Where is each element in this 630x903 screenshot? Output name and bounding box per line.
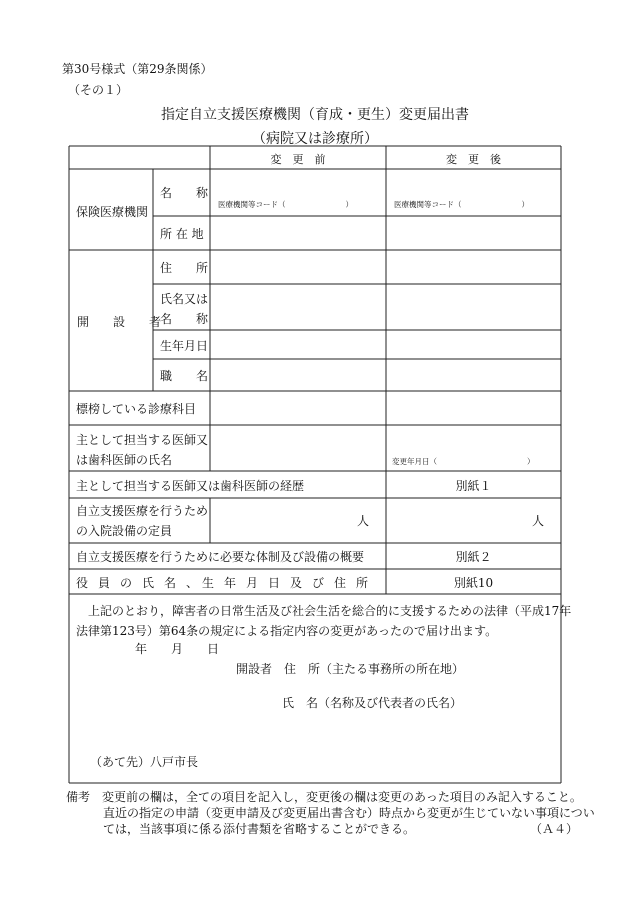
beds-unit-after: 人: [532, 514, 545, 528]
form-title-text: 指定自立支援医療機関（育成・更生）変更届出書: [161, 107, 469, 123]
beds-unit-before: 人: [357, 514, 370, 528]
note-line-2: 直近の指定の申請（変更申請及び変更届出書含む）時点から変更が生じていない事項につい: [103, 806, 595, 820]
system-label: 自立支援医療を行うために必要な体制及び設備の概要: [76, 550, 365, 564]
insurance-name-label: 名 称: [160, 186, 209, 200]
founder-address-line[interactable]: 開設者 住 所（主たる事務所の所在地）: [236, 662, 465, 676]
departments-label: 標榜している診療科目: [76, 402, 197, 416]
beds-label-2: の入院設備の定員: [76, 524, 173, 538]
institution-code-after[interactable]: 医療機関等コード（ ）: [394, 200, 529, 209]
doctor-name-label-2: は歯科医師の氏名: [76, 453, 173, 467]
statement-line-2: 法律第123号）第64条の規定による指定内容の変更があったので届け出ます。: [76, 624, 498, 638]
doctor-name-label-1: 主として担当する医師又: [76, 433, 209, 447]
founder-name-label-2: 名 称: [160, 312, 209, 326]
doctor-career-value: 別紙１: [455, 479, 492, 493]
officers-value: 別紙10: [453, 576, 494, 590]
beds-label-1: 自立支援医療を行うため: [76, 504, 209, 518]
form-subtitle-text: （病院又は診療所）: [252, 131, 378, 147]
note-line-1: 備考 変更前の欄は，全ての項目を記入し，変更後の欄は変更のあった項目のみ記入すること。: [66, 790, 582, 804]
founder-name-line[interactable]: 氏 名（名称及び代表者の氏名）: [282, 696, 463, 710]
form-part: （その１）: [68, 83, 129, 97]
founder-name-label-1: 氏名又は: [160, 292, 209, 306]
founder-job-label: 職 名: [160, 369, 209, 383]
system-value: 別紙２: [455, 550, 492, 564]
paper-size: （Ａ４）: [530, 822, 579, 836]
change-date-field[interactable]: 変更年月日（ ）: [392, 457, 535, 466]
statement-line-1: 上記のとおり，障害者の日常生活及び社会生活を総合的に支援するための法律（平成17年: [88, 604, 572, 618]
column-after-header: 変 更 後: [446, 153, 501, 166]
column-before-header: 変 更 前: [270, 153, 326, 166]
institution-code-before[interactable]: 医療機関等コード（ ）: [218, 200, 353, 209]
note-line-3: ては，当該事項に係る添付書類を省略することができる。: [103, 822, 416, 836]
date-line[interactable]: 年 月 日: [135, 642, 220, 656]
doctor-career-label: 主として担当する医師又は歯科医師の経歴: [76, 479, 305, 493]
officers-label: 役 員 の 氏 名 、 生 年 月 日 及 び 住 所: [76, 576, 368, 590]
insurance-location-label: 所 在 地: [160, 227, 204, 241]
insurance-institution-label: 保険医療機関: [76, 205, 149, 219]
founder-address-label: 住 所: [160, 261, 209, 275]
addressee: （あて先）八戸市長: [90, 755, 199, 769]
founder-label: 開 設 者: [77, 315, 162, 329]
form-number: 第30号様式（第29条関係）: [62, 62, 213, 76]
founder-birth-label: 生年月日: [160, 339, 209, 353]
